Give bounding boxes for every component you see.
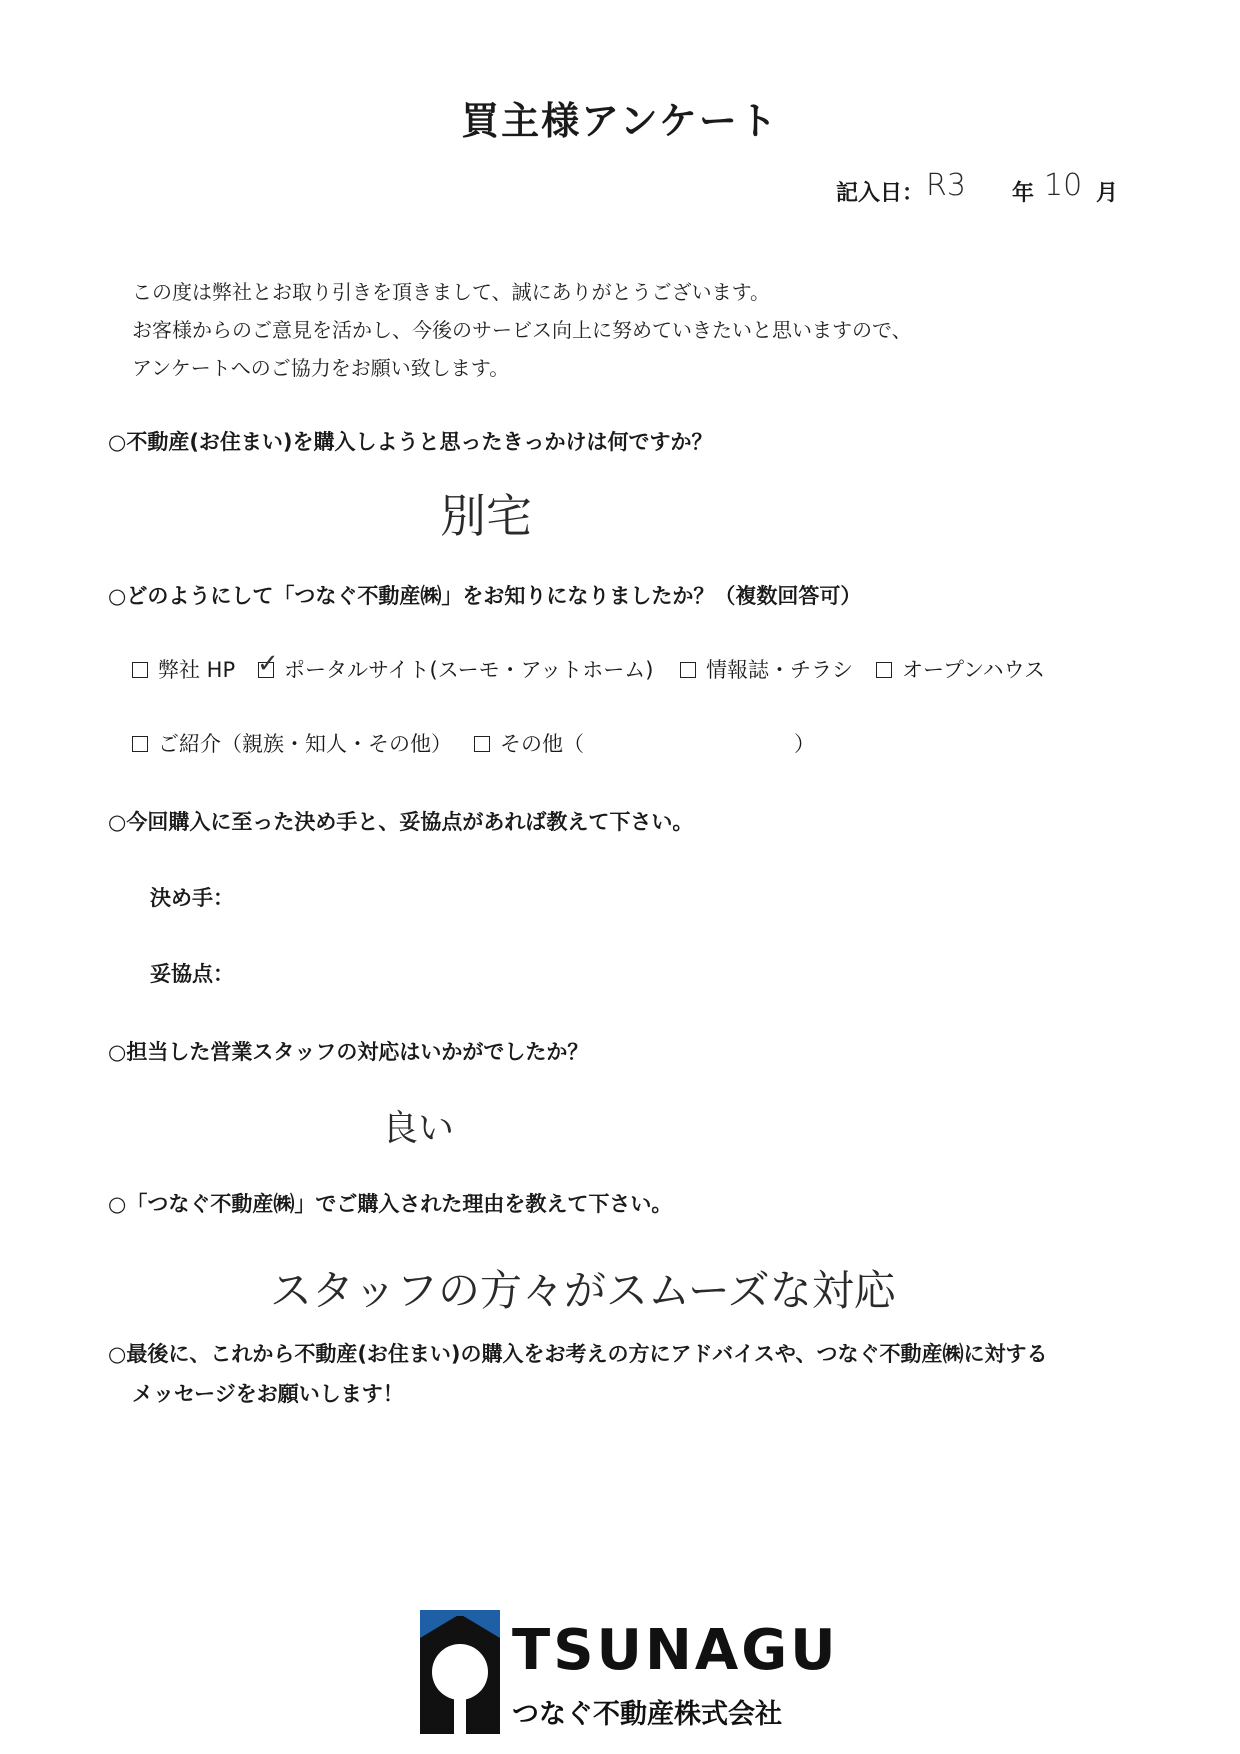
- tsunagu-logo-mark: [420, 1610, 500, 1734]
- question-6-line-1: ○最後に、これから不動産(お住まい)の購入をお考えの方にアドバイスや、つなぐ不動産㈱に対する: [108, 1342, 1048, 1366]
- compromise-label: 妥協点：: [150, 962, 234, 986]
- option-other[interactable]: [474, 728, 584, 758]
- option-company-hp[interactable]: [132, 654, 235, 684]
- option-label: その他（: [500, 732, 584, 756]
- date-label: 記入日：: [836, 181, 925, 206]
- answer-4: 良い: [382, 1108, 455, 1149]
- question-3: ○今回購入に至った決め手と、妥協点があれば教えて下さい。: [108, 810, 694, 834]
- question-4: ○担当した営業スタッフの対応はいかがでしたか？: [108, 1040, 589, 1064]
- logo-text-jp: つなぐ不動産株式会社: [512, 1699, 782, 1730]
- answer-5: スタッフの方々がスムーズな対応: [270, 1266, 896, 1315]
- option-label: オープンハウス: [902, 658, 1046, 682]
- checkbox[interactable]: [132, 736, 148, 752]
- option-open-house[interactable]: [876, 654, 1045, 684]
- checkbox[interactable]: [876, 662, 892, 678]
- checkbox-checked[interactable]: [257, 649, 279, 679]
- answer-1: 別宅: [440, 489, 532, 543]
- checkmark-icon: ✓: [257, 649, 279, 679]
- option-label: 弊社 HP: [158, 658, 236, 682]
- date-year-label: 年: [1012, 181, 1035, 206]
- option-portal-site[interactable]: [257, 649, 654, 684]
- date-month-value: 10: [1044, 168, 1083, 203]
- checkbox[interactable]: [680, 662, 696, 678]
- date-era-value: R3: [926, 168, 966, 203]
- option-other-close: ）: [794, 732, 815, 756]
- intro-line-2: お客様からのご意見を活かし、今後のサービス向上に努めていきたいと思いますので、: [132, 318, 912, 342]
- date-month-label: 月: [1096, 181, 1119, 206]
- question-5: ○「つなぐ不動産㈱」でご購入された理由を教えて下さい。: [108, 1192, 673, 1216]
- question-1: ○不動産(お住まい)を購入しようと思ったきっかけは何ですか？: [108, 430, 713, 454]
- logo-text-en: TSUNAGU: [512, 1618, 839, 1683]
- checkbox[interactable]: [132, 662, 148, 678]
- intro-line-3: アンケートへのご協力をお願い致します。: [132, 356, 510, 380]
- question-2: ○どのようにして「つなぐ不動産㈱」をお知りになりましたか？（複数回答可）: [108, 584, 862, 608]
- option-label: ポータルサイト(スーモ・アットホーム): [284, 658, 654, 682]
- option-referral[interactable]: [132, 728, 452, 758]
- intro-line-1: この度は弊社とお取り引きを頂きまして、誠にありがとうございます。: [132, 280, 770, 304]
- option-magazine-flyer[interactable]: [680, 654, 853, 684]
- option-label: ご紹介（親族・知人・その他）: [158, 732, 452, 756]
- page-title: 買主様アンケート: [461, 99, 779, 143]
- deciding-factor-label: 決め手：: [150, 886, 234, 910]
- option-label: 情報誌・チラシ: [706, 658, 853, 682]
- checkbox[interactable]: [474, 736, 490, 752]
- question-6-line-2: メッセージをお願いします！: [132, 1382, 404, 1406]
